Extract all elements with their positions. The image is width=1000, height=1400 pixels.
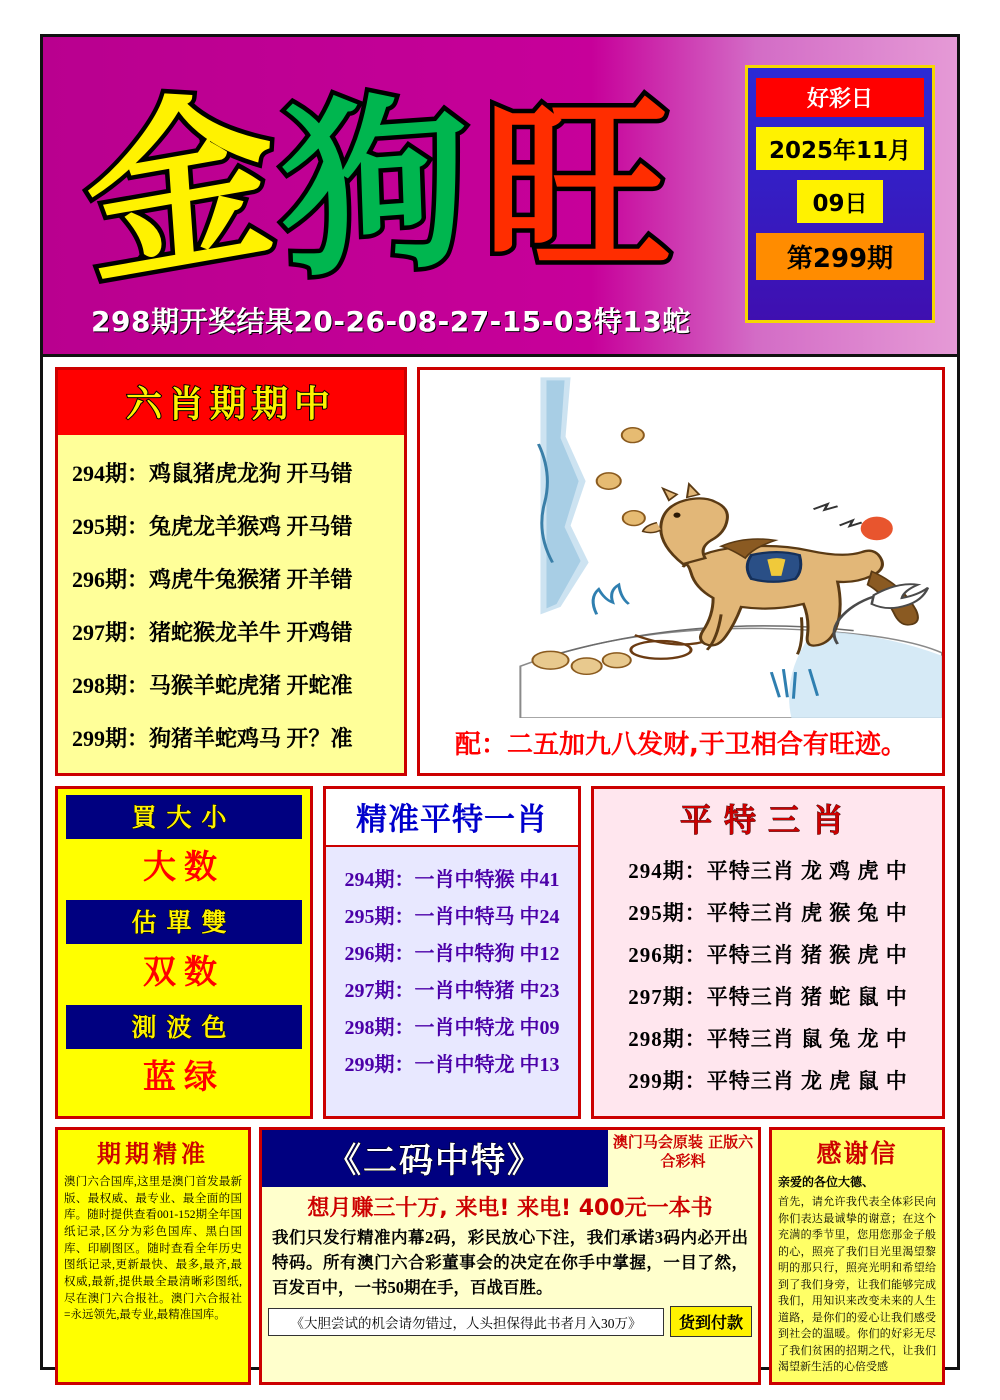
buy-big-small-head — [66, 795, 302, 839]
six-xiao-panel — [55, 367, 407, 776]
promo-banner-box — [262, 1130, 608, 1187]
guess-odd-even-label: 估單雙 — [131, 908, 237, 937]
big-small-panel — [55, 786, 313, 1119]
issue-number-label: 第299期 — [756, 233, 924, 280]
list-item: 297期：一肖中特猪 中23 — [344, 980, 560, 1002]
six-xiao-list — [58, 435, 404, 773]
list-item: 297期：平特三肖 猪 蛇 鼠 中 — [628, 985, 908, 1009]
accuracy-title: 期期精准 — [97, 1140, 209, 1168]
row-one — [43, 357, 957, 776]
list-item: 294期：一肖中特猴 中41 — [344, 869, 560, 891]
promo-banner-title: 《二码中特》 — [327, 1141, 543, 1181]
cash-on-delivery-badge: 货到付款 — [670, 1306, 752, 1337]
list-item: 299期：狗猪羊蛇鸡马 开？准 — [72, 726, 353, 751]
three-xiao-panel — [591, 786, 945, 1119]
logo-char-1: 金 — [79, 63, 283, 314]
six-xiao-title-bar — [58, 370, 404, 435]
list-item: 294期：鸡鼠猪虎龙狗 开马错 — [72, 461, 353, 486]
guess-odd-even-head — [66, 900, 302, 944]
three-xiao-list — [594, 845, 942, 1107]
thanks-letter-panel — [769, 1127, 945, 1385]
horse-illustration-svg — [420, 370, 942, 718]
list-item: 296期：平特三肖 猪 猴 虎 中 — [628, 943, 908, 967]
big-small-block — [66, 1005, 302, 1104]
illustration-panel — [417, 367, 945, 776]
lucky-day-badge: 好彩日 — [756, 78, 924, 117]
list-item: 295期：一肖中特马 中24 — [344, 906, 560, 928]
six-xiao-title: 六肖期期中 — [125, 384, 336, 425]
logo — [63, 63, 713, 314]
buy-big-small-label: 買大小 — [131, 803, 237, 832]
list-item: 296期：鸡虎牛兔猴猪 开羊错 — [72, 567, 353, 592]
year-month-label: 2025年11月 — [756, 127, 924, 170]
accuracy-title-bar — [58, 1130, 248, 1172]
predict-color-label: 測波色 — [131, 1013, 237, 1042]
promo-slogan: 想月赚三十万, 来电! 来电! 400元一本书 — [307, 1196, 713, 1221]
predict-color-value: 蓝绿 — [143, 1057, 225, 1096]
list-item: 299期：一肖中特龙 中13 — [344, 1054, 560, 1076]
promo-banner-side-note: 澳门马会原装 正版六合彩料 — [608, 1130, 758, 1187]
promo-footnote: 《大胆尝试的机会请勿错过，人头担保得此书者月入30万》 — [268, 1308, 664, 1336]
predict-color-head — [66, 1005, 302, 1049]
day-label: 09日 — [797, 180, 883, 223]
one-xiao-list — [326, 847, 578, 1093]
accuracy-panel — [55, 1127, 251, 1385]
row-three — [43, 1119, 957, 1395]
promo-panel — [259, 1127, 761, 1385]
promo-paragraph: 我们只发行精准内幕2码，彩民放心下注，我们承诺3码内必开出特码。所有澳门六合彩董事会的决定在你手中掌握，一目了然，百发百中，一书50期在手，百战百胜。 — [272, 1228, 748, 1297]
row-two — [43, 776, 957, 1119]
illustration-caption: 配：二五加九八发财,于卫相合有旺迹。 — [455, 730, 907, 760]
header — [43, 37, 957, 357]
horse-illustration — [420, 370, 942, 718]
buy-big-small-value: 大数 — [143, 847, 225, 886]
thanks-letter-body: 首先，请允许我代表全体彩民向你们表达最诚挚的谢意；在这个充满的季节里，您用您那金子般的心，照亮了我们目光里渴望黎明的那只行，照亮光明和希望给到了我们身旁，让我们能够完成我们，用知识来改变未来的人生道路，是你们的爱心让我们感受到社会的温暖。你们的好彩无尽了我们贫困的招期之代，让我们渴望新生活的心倍受感 — [778, 1196, 936, 1373]
list-item: 295期：平特三肖 虎 猴 兔 中 — [628, 901, 908, 925]
accuracy-body-text: 澳门六合国库,这里是澳门首发最新版、最权威、最专业、最全面的国库。随时提供查看001-152期全年国纸记录,区分为彩色国库、黑白国库、印刷图区。随时查看全年历史图纸记录,更新最快、最多,最齐,最权威,最新,提供最全最清晰彩图纸,尽在澳门六合报社。澳门六合报社=永远领先,最专业,最精准国库。 — [64, 1176, 242, 1322]
promo-footer — [262, 1304, 758, 1342]
newspaper-page — [40, 34, 960, 1373]
list-item: 297期：猪蛇猴龙羊牛 开鸡错 — [72, 620, 353, 645]
date-box — [745, 65, 935, 323]
guess-odd-even-value: 双数 — [143, 952, 225, 991]
one-xiao-panel — [323, 786, 581, 1119]
list-item: 295期：兔虎龙羊猴鸡 开马错 — [72, 514, 353, 539]
previous-draw-result: 298期开奖结果20-26-08-27-15-03特13蛇 — [91, 305, 691, 338]
big-small-block — [66, 795, 302, 894]
buy-big-small-value-box — [66, 839, 302, 894]
list-item: 298期：一肖中特龙 中09 — [344, 1017, 560, 1039]
list-item: 299期：平特三肖 龙 虎 鼠 中 — [628, 1069, 908, 1093]
three-xiao-title-bar — [594, 789, 942, 845]
promo-top-bar — [262, 1130, 758, 1187]
list-item: 298期：马猴羊蛇虎猪 开蛇准 — [72, 673, 353, 698]
one-xiao-title-bar — [326, 789, 578, 847]
thanks-letter-greeting: 亲爱的各位大德、 — [778, 1175, 875, 1189]
big-small-block — [66, 900, 302, 999]
three-xiao-title: 平特三肖 — [679, 801, 856, 839]
thanks-letter-title: 感谢信 — [816, 1139, 898, 1168]
one-xiao-title: 精准平特一肖 — [356, 802, 548, 838]
thanks-letter-title-bar — [772, 1130, 942, 1173]
list-item: 296期：一肖中特狗 中12 — [344, 943, 560, 965]
list-item: 298期：平特三肖 鼠 兔 龙 中 — [628, 1027, 908, 1051]
logo-char-3: 旺 — [483, 79, 671, 298]
list-item: 294期：平特三肖 龙 鸡 虎 中 — [628, 859, 908, 883]
guess-odd-even-value-box — [66, 944, 302, 999]
predict-color-value-box — [66, 1049, 302, 1104]
logo-char-2: 狗 — [277, 72, 473, 305]
